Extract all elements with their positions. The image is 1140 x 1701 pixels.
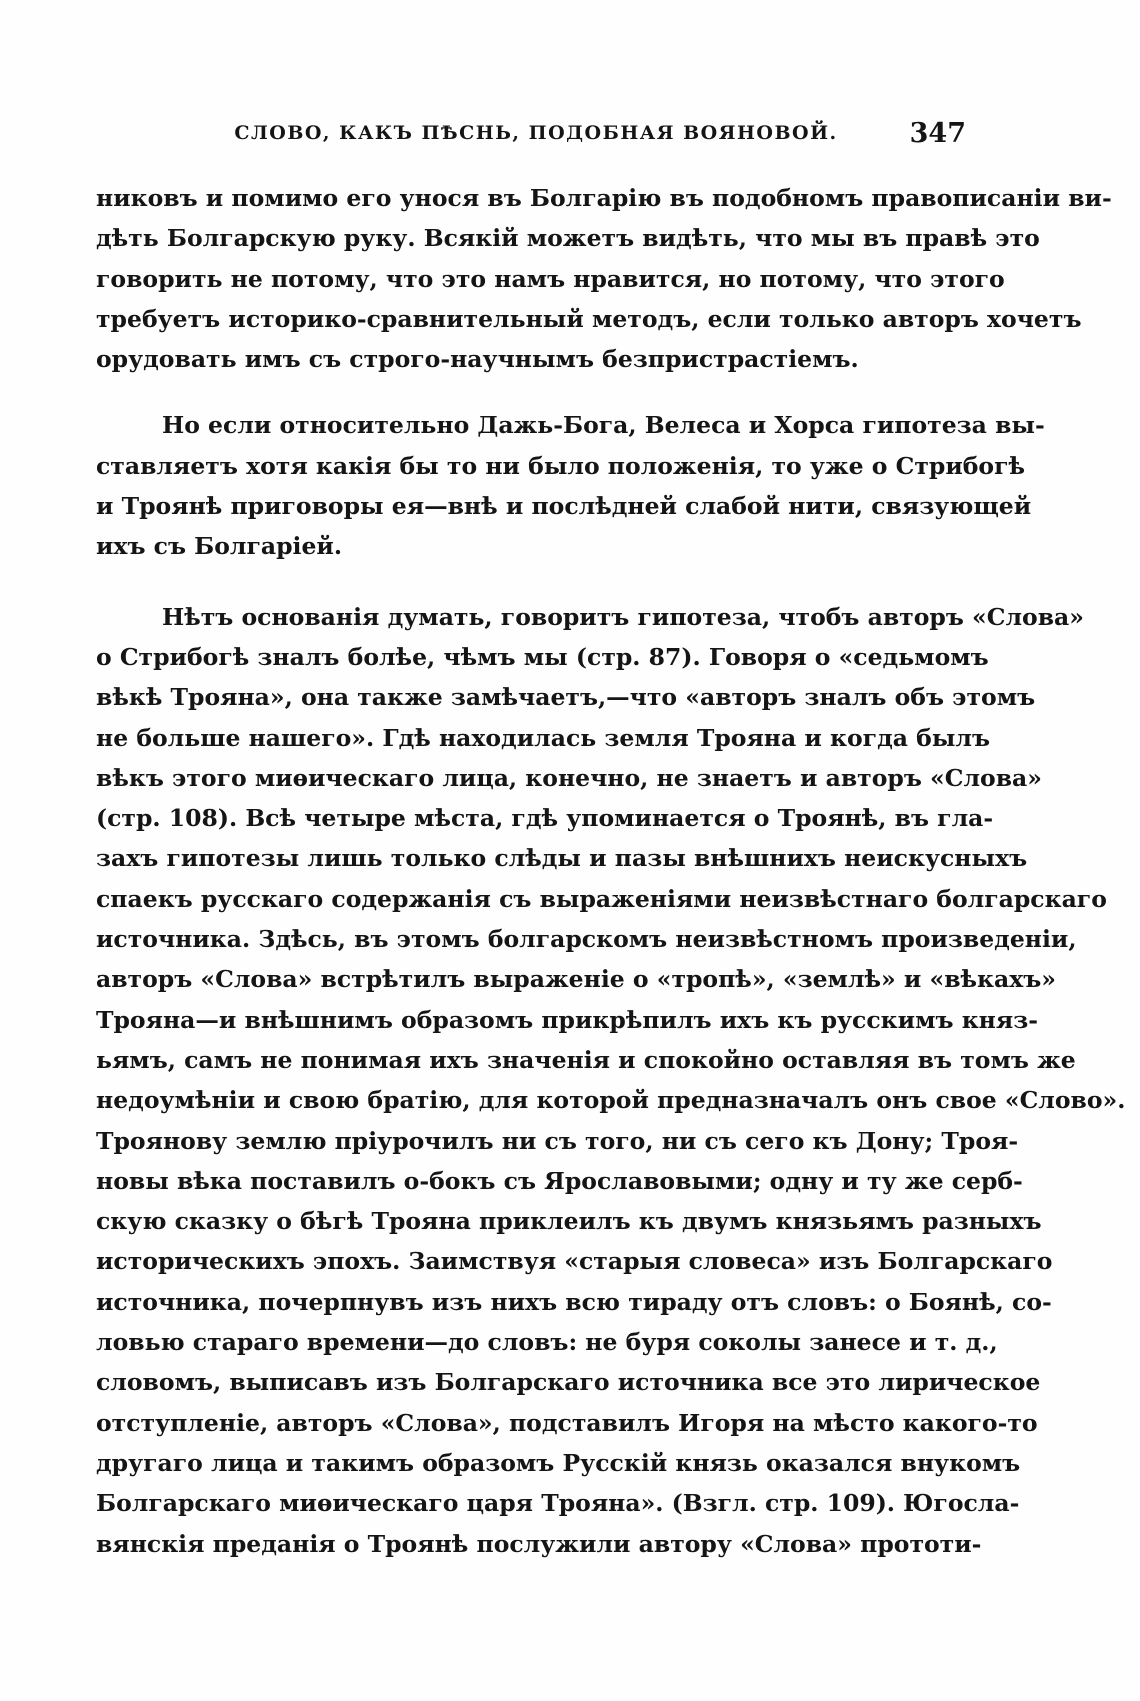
paragraph-1	[96, 178, 1112, 379]
running-head	[96, 118, 976, 162]
text-line: другаго лица и такимъ образомъ Русскій князь оказался внукомъ	[96, 1448, 1021, 1477]
text-line: вянскія преданія о Троянѣ послужили автору «Слова» прототи-	[96, 1529, 982, 1558]
text-line: новы вѣка поставилъ о-бокъ съ Ярославовыми; одну и ту же серб-	[96, 1166, 1023, 1195]
text-line: источника. Здѣсь, въ этомъ болгарскомъ неизвѣстномъ произведеніи,	[96, 925, 1077, 954]
text-line: о Стрибогѣ зналъ болѣе, чѣмъ мы (стр. 87). Говоря о «седьмомъ	[96, 642, 989, 671]
running-title: СЛОВО, КАКЪ ПѢСНЬ, ПОДОБНАЯ ВОЯНОВОЙ.	[234, 122, 838, 144]
body-text	[96, 178, 1126, 1564]
page-number: 347	[909, 118, 966, 149]
text-line: вѣкѣ Трояна», она также замѣчаетъ,—что «авторъ зналъ объ этомъ	[96, 683, 1036, 712]
text-line: словомъ, выписавъ изъ Болгарскаго источника все это лирическое	[96, 1368, 1041, 1397]
text-line: ловью стараго времени—до словъ: не буря соколы занесе и т. д.,	[96, 1328, 998, 1357]
paragraph-gap	[96, 379, 960, 405]
text-line: дѣть Болгарскую руку. Всякій можетъ видѣть, что мы въ правѣ это	[96, 224, 1040, 253]
text-line: историческихъ эпохъ. Заимствуя «старыя словеса» изъ Болгарскаго	[96, 1247, 1053, 1276]
text-line: и Троянѣ приговоры ея—внѣ и послѣдней слабой нити, связующей	[96, 492, 1032, 521]
text-line: говорить не потому, что это намъ нравится, но потому, что этого	[96, 264, 1005, 293]
text-line: вѣкъ этого миѳическаго лица, конечно, не знаетъ и авторъ «Слова»	[96, 763, 1042, 792]
text-line: никовъ и помимо его унося въ Болгарію въ подобномъ правописаніи ви-	[96, 184, 1112, 212]
text-line: не больше нашего». Гдѣ находилась земля Трояна и когда былъ	[96, 723, 990, 752]
text-line: Троянову землю пріурочилъ ни съ того, ни съ сего къ Дону; Троя-	[96, 1126, 1019, 1155]
text-line: ставляетъ хотя какія бы то ни было положенія, то уже о Стрибогѣ	[96, 451, 1026, 480]
text-line: источника, почерпнувъ изъ нихъ всю тираду отъ словъ: о Боянѣ, со-	[96, 1287, 1052, 1316]
paragraph-2	[96, 405, 1045, 566]
text-line: спаекъ русскаго содержанія съ выраженіями неизвѣстнаго болгарскаго	[96, 884, 1107, 913]
text-line: Но если относительно Дажь-Бога, Велеса и Хорса гипотеза вы-	[162, 411, 1045, 440]
text-line: (стр. 108). Всѣ четыре мѣста, гдѣ упоминается о Троянѣ, въ гла-	[96, 804, 994, 833]
text-line: Нѣтъ основанія думать, говоритъ гипотеза, чтобъ авторъ «Слова»	[162, 602, 1084, 631]
text-line: ихъ съ Болгаріей.	[96, 532, 343, 561]
text-line: авторъ «Слова» встрѣтилъ выраженіе о «тропѣ», «землѣ» и «вѣкахъ»	[96, 965, 1056, 994]
text-line: требуетъ историко-сравнительный методъ, если только авторъ хочетъ	[96, 304, 1082, 333]
text-line: ьямъ, самъ не понимая ихъ значенія и спокойно оставляя въ томъ же	[96, 1045, 1076, 1074]
text-line: захъ гипотезы лишь только слѣды и пазы внѣшнихъ неискусныхъ	[96, 844, 1028, 873]
text-line: отступленіе, авторъ «Слова», подставилъ Игоря на мѣсто какого-то	[96, 1408, 1038, 1437]
text-line: недоумѣніи и свою братію, для которой предназначалъ онъ свое «Слово».	[96, 1086, 1126, 1115]
paragraph-gap	[96, 567, 960, 597]
paragraph-3	[96, 597, 1126, 1564]
text-line: Болгарскаго миѳическаго царя Трояна». (Взгл. стр. 109). Югосла-	[96, 1489, 1020, 1518]
text-line: скую сказку о бѣгѣ Трояна приклеилъ къ двумъ князьямъ разныхъ	[96, 1207, 1042, 1236]
text-line: Трояна—и внѣшнимъ образомъ прикрѣпилъ ихъ къ русскимъ княз-	[96, 1005, 1038, 1034]
text-line: орудовать имъ съ строго-научнымъ безпристрастіемъ.	[96, 345, 859, 374]
